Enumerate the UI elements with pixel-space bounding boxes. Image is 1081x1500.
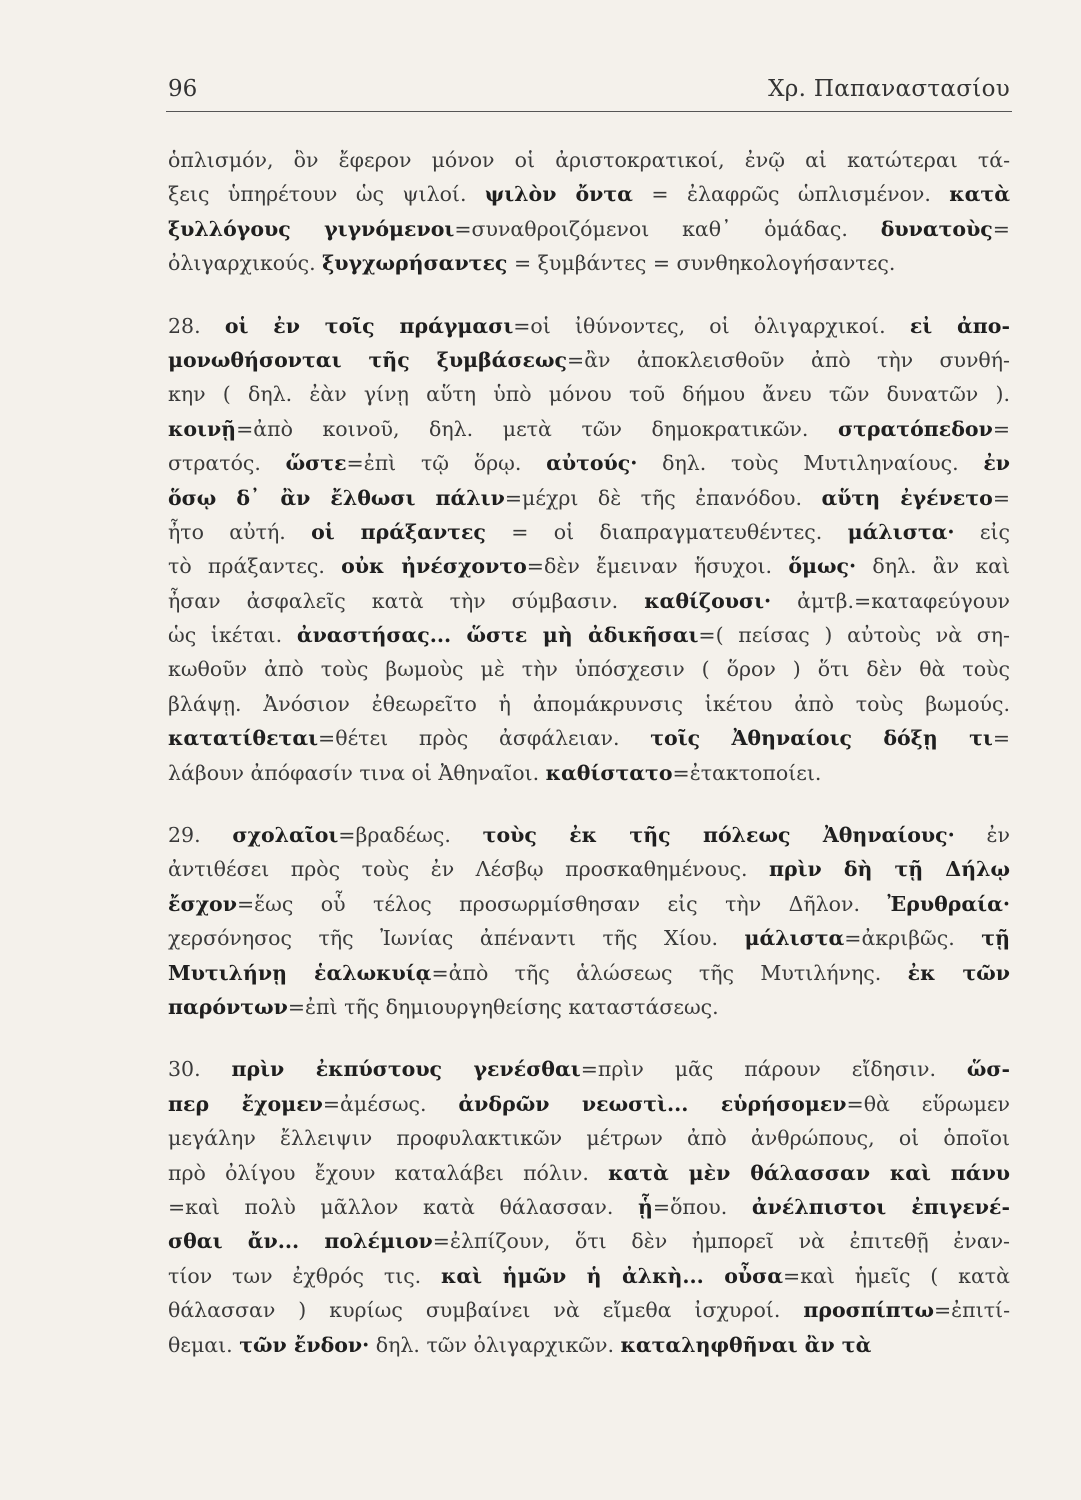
text-line (168, 412, 1010, 446)
text-line (168, 143, 1010, 177)
lemma-term: μάλιστα· (847, 519, 955, 544)
gloss-text: κωθοῦν ἀπὸ τοὺς βωμοὺς μὲ τὴν ὑπόσχεσιν ( ὅρον ) ὅτι δὲν θὰ τοὺς (168, 657, 1010, 682)
text-line (168, 1156, 1010, 1190)
gloss-text: = (992, 216, 1010, 241)
lemma-term: ὅσῳ δ᾽ ἂν ἔλθωσι πάλιν (168, 485, 505, 510)
lemma-term: ἀνδρῶν νεωστὶ... εὑρήσομεν (458, 1091, 847, 1116)
lemma-term: καθίζουσι· (644, 588, 772, 613)
lemma-term: κατατίθεται (168, 726, 319, 751)
lemma-term: ὥσ- (966, 1057, 1010, 1082)
gloss-text: =συναθροιζόμενοι καθ᾽ ὁμάδας. (454, 216, 881, 241)
text-line (168, 1259, 1010, 1293)
text-line (168, 956, 1010, 990)
gloss-text: ἀντιθέσει πρὸς τοὺς ἐν Λέσβῳ προσκαθημένους. (168, 857, 769, 882)
lemma-term: ἔσχον (168, 891, 237, 916)
gloss-text: κην ( δηλ. ἐὰν γίνῃ αὕτη ὑπὸ μόνου τοῦ δήμου ἄνευ τῶν δυνατῶν ). (168, 382, 1010, 407)
lemma-term: σθαι ἄν... πολέμιον (168, 1229, 433, 1254)
text-line (168, 1328, 1010, 1362)
running-header (168, 76, 1010, 108)
text-line (168, 584, 1010, 618)
lemma-term: κατὰ (949, 182, 1010, 207)
gloss-text: =ἐπὶ τῆς δημιουργηθείσης καταστάσεως. (287, 994, 719, 1019)
text-line (168, 1087, 1010, 1121)
text-line (168, 652, 1010, 686)
text-line (168, 549, 1010, 583)
gloss-text: =ἀμέσως. (322, 1091, 459, 1116)
lemma-term: ᾗ (638, 1194, 653, 1219)
text-line (168, 481, 1010, 515)
gloss-text: ἦσαν ἀσφαλεῖς κατὰ τὴν σύμβασιν. (168, 588, 645, 613)
gloss-text: =καὶ ἡμεῖς ( κατὰ (783, 1263, 1010, 1288)
lemma-term: στρατόπεδον (837, 416, 993, 441)
lemma-term: καταληφθῆναι ἂν τὰ (620, 1332, 872, 1357)
gloss-text: =ἂν ἀποκλεισθοῦν ἀπὸ τὴν συνθή- (567, 347, 1010, 372)
lemma-term: τῶν ἔνδον· (239, 1332, 370, 1357)
gloss-text: =δὲν ἔμειναν ἥσυχοι. (526, 554, 789, 579)
lemma-term: πρὶν δὴ τῇ Δήλῳ (768, 857, 1010, 882)
gloss-text: ἦτο αὐτή. (168, 519, 312, 544)
lemma-term: ὥστε (285, 451, 347, 476)
page-number: 96 (168, 76, 198, 102)
gloss-text: στρατός. (168, 451, 286, 476)
gloss-text: ὀλιγαρχικούς. (168, 251, 323, 276)
gloss-text: = (992, 726, 1010, 751)
gloss-text: = οἱ διαπραγματευθέντες. (485, 519, 848, 544)
gloss-text: = ἐλαφρῶς ὡπλισμένον. (632, 182, 950, 207)
gloss-text: =ἐλπίζουν, ὅτι δὲν ἠμπορεῖ νὰ ἐπιτεθῇ ἐναν- (432, 1229, 1010, 1254)
text-line (168, 921, 1010, 955)
text-line (168, 1121, 1010, 1155)
gloss-text: χερσόνησος τῆς Ἰωνίας ἀπέναντι τῆς Χίου. (168, 926, 745, 951)
gloss-text: τίον των ἐχθρός τις. (168, 1263, 442, 1288)
gloss-text: =ἀκριβῶς. (844, 926, 982, 951)
text-line (168, 1190, 1010, 1224)
gloss-text: 30. (168, 1057, 232, 1082)
gloss-text: =ἐπὶ τῷ ὅρῳ. (346, 451, 547, 476)
gloss-text: ὁπλισμόν, ὃν ἔφερον μόνον οἱ ἀριστοκρατικοί, ἐνῷ αἱ κατώτεραι τά- (168, 148, 1010, 172)
text-line (168, 343, 1010, 377)
text-line (168, 721, 1010, 755)
lemma-term: μάλιστα (744, 926, 845, 951)
gloss-text: μεγάλην ἔλλειψιν προφυλακτικῶν μέτρων ἀπὸ ἀνθρώπους, οἱ ὁποῖοι (168, 1126, 1010, 1151)
lemma-term: πρὶν ἐκπύστους γενέσθαι (231, 1057, 581, 1082)
gloss-text: =ἐπιτί- (934, 1298, 1010, 1323)
text-line (168, 1224, 1010, 1258)
text-line (168, 756, 1010, 790)
text-line (168, 852, 1010, 886)
text-line (168, 818, 1010, 852)
lemma-term: ἐκ τῶν (907, 960, 1010, 985)
lemma-term: προσπίπτω (803, 1298, 934, 1323)
lemma-term: οὐκ ἠνέσχοντο (341, 554, 527, 579)
gloss-text: = (992, 416, 1010, 441)
lemma-term: ἐν (983, 451, 1010, 476)
gloss-text: λάβουν ἀπόφασίν τινα οἱ Ἀθηναῖοι. (168, 760, 546, 785)
text-line (168, 309, 1010, 343)
paragraph (168, 143, 1010, 281)
running-author: Χρ. Παπαναστασίου (768, 76, 1010, 102)
text-line (168, 887, 1010, 921)
gloss-text: θάλασσαν ) κυρίως συμβαίνει νὰ εἴμεθα ἰσχυροί. (168, 1298, 804, 1323)
gloss-text: =ἐτακτοποίει. (672, 760, 822, 785)
commentary-text (168, 143, 1010, 1362)
text-line (168, 177, 1010, 211)
gloss-text: =μέχρι δὲ τῆς ἐπανόδου. (504, 485, 822, 510)
lemma-term: ξυλλόγους γιγνόμενοι (168, 216, 455, 241)
paragraph (168, 309, 1010, 790)
paragraph (168, 1052, 1010, 1362)
text-line (168, 990, 1010, 1024)
lemma-term: τῇ (981, 926, 1010, 951)
lemma-term: Ἐρυθραία· (887, 891, 1010, 916)
gloss-text: =θὰ εὕρωμεν (846, 1091, 1010, 1116)
text-line (168, 446, 1010, 480)
lemma-term: κοινῇ (168, 416, 237, 441)
lemma-term: ψιλὸν ὄντα (484, 182, 633, 207)
lemma-term: παρόντων (168, 994, 288, 1019)
gloss-text: = (992, 485, 1010, 510)
lemma-term: τοῖς Ἀθηναίοις δόξῃ τι (650, 726, 993, 751)
lemma-term: μονωθήσονται τῆς ξυμβάσεως (168, 347, 568, 372)
gloss-text: =ἀπὸ τῆς ἁλώσεως τῆς Μυτιλήνης. (431, 960, 908, 985)
lemma-term: σχολαῖοι (232, 823, 339, 848)
lemma-term: ἀνέλπιστοι ἐπιγενέ- (751, 1194, 1010, 1219)
paragraph-gap (168, 790, 1010, 818)
text-line (168, 377, 1010, 411)
lemma-term: τοὺς ἐκ τῆς πόλεως Ἀθηναίους· (482, 823, 955, 848)
gloss-text: δηλ. τῶν ὀλιγαρχικῶν. (369, 1332, 621, 1357)
paragraph-gap (168, 1024, 1010, 1052)
gloss-text: =ἀπὸ κοινοῦ, δηλ. μετὰ τῶν δημοκρατικῶν. (236, 416, 838, 441)
header-rule (166, 111, 1012, 112)
gloss-text: 28. (168, 313, 225, 338)
gloss-text: 29. (168, 823, 233, 848)
gloss-text: ἐν (954, 823, 1010, 848)
paragraph-gap (168, 281, 1010, 309)
lemma-term: ὅμως· (788, 554, 857, 579)
gloss-text: =ἕως οὗ τέλος προσωρμίσθησαν εἰς τὴν Δῆλον. (236, 891, 888, 916)
paragraph (168, 818, 1010, 1024)
gloss-text: βλάψῃ. Ἀνόσιον ἐθεωρεῖτο ἡ ἀπομάκρυνσις ἱκέτου ἀπὸ τοὺς βωμούς. (168, 691, 1010, 716)
lemma-term: αὕτη ἐγένετο (821, 485, 993, 510)
lemma-term: καθίστατο (545, 760, 673, 785)
gloss-text: εἰς (954, 519, 1010, 544)
gloss-text: =βραδέως. (338, 823, 483, 848)
gloss-text: ξεις ὑπηρέτουν ὡς ψιλοί. (168, 182, 485, 207)
gloss-text: δηλ. τοὺς Μυτιληναίους. (637, 451, 984, 476)
lemma-term: ἀναστήσας... ὥστε μὴ ἀδικῆσαι (296, 623, 699, 648)
lemma-term: οἱ ἐν τοῖς πράγμασι (224, 313, 514, 338)
text-line (168, 246, 1010, 280)
lemma-term: εἰ ἀπο- (909, 313, 1010, 338)
lemma-term: κατὰ μὲν θάλασσαν καὶ πάνυ (608, 1160, 1010, 1185)
lemma-term: αὐτούς· (546, 451, 638, 476)
text-line (168, 1293, 1010, 1327)
lemma-term: δυνατοὺς (880, 216, 993, 241)
lemma-term: ξυγχωρήσαντες (322, 251, 508, 276)
gloss-text: =οἱ ἰθύνοντες, οἱ ὀλιγαρχικοί. (513, 313, 910, 338)
text-line (168, 515, 1010, 549)
gloss-text: =πρὶν μᾶς πάρουν εἴδησιν. (580, 1057, 967, 1082)
gloss-text: =ὅπου. (652, 1194, 752, 1219)
gloss-text: ὡς ἱκέται. (168, 623, 297, 648)
lemma-term: περ ἔχομεν (168, 1091, 323, 1116)
lemma-term: Μυτιλήνῃ ἑαλωκυίᾳ (168, 960, 432, 985)
gloss-text: ἀμτβ.=καταφεύγουν (771, 588, 1010, 613)
gloss-text: θεμαι. (168, 1332, 240, 1357)
lemma-term: οἱ πράξαντες (311, 519, 486, 544)
gloss-text: =( πείσας ) αὐτοὺς νὰ ση- (698, 623, 1010, 648)
gloss-text: =καὶ πολὺ μᾶλλον κατὰ θάλασσαν. (168, 1194, 638, 1219)
gloss-text: πρὸ ὀλίγου ἔχουν καταλάβει πόλιν. (168, 1160, 609, 1185)
gloss-text: = ξυμβάντες = συνθηκολογήσαντες. (507, 251, 896, 276)
gloss-text: =θέτει πρὸς ἀσφάλειαν. (318, 726, 651, 751)
text-line (168, 1052, 1010, 1086)
gloss-text: δηλ. ἂν καὶ (856, 554, 1010, 579)
lemma-term: καὶ ἡμῶν ἡ ἀλκὴ... οὖσα (441, 1263, 784, 1288)
text-line (168, 212, 1010, 246)
text-line (168, 618, 1010, 652)
text-line (168, 687, 1010, 721)
gloss-text: τὸ πράξαντες. (168, 554, 342, 579)
